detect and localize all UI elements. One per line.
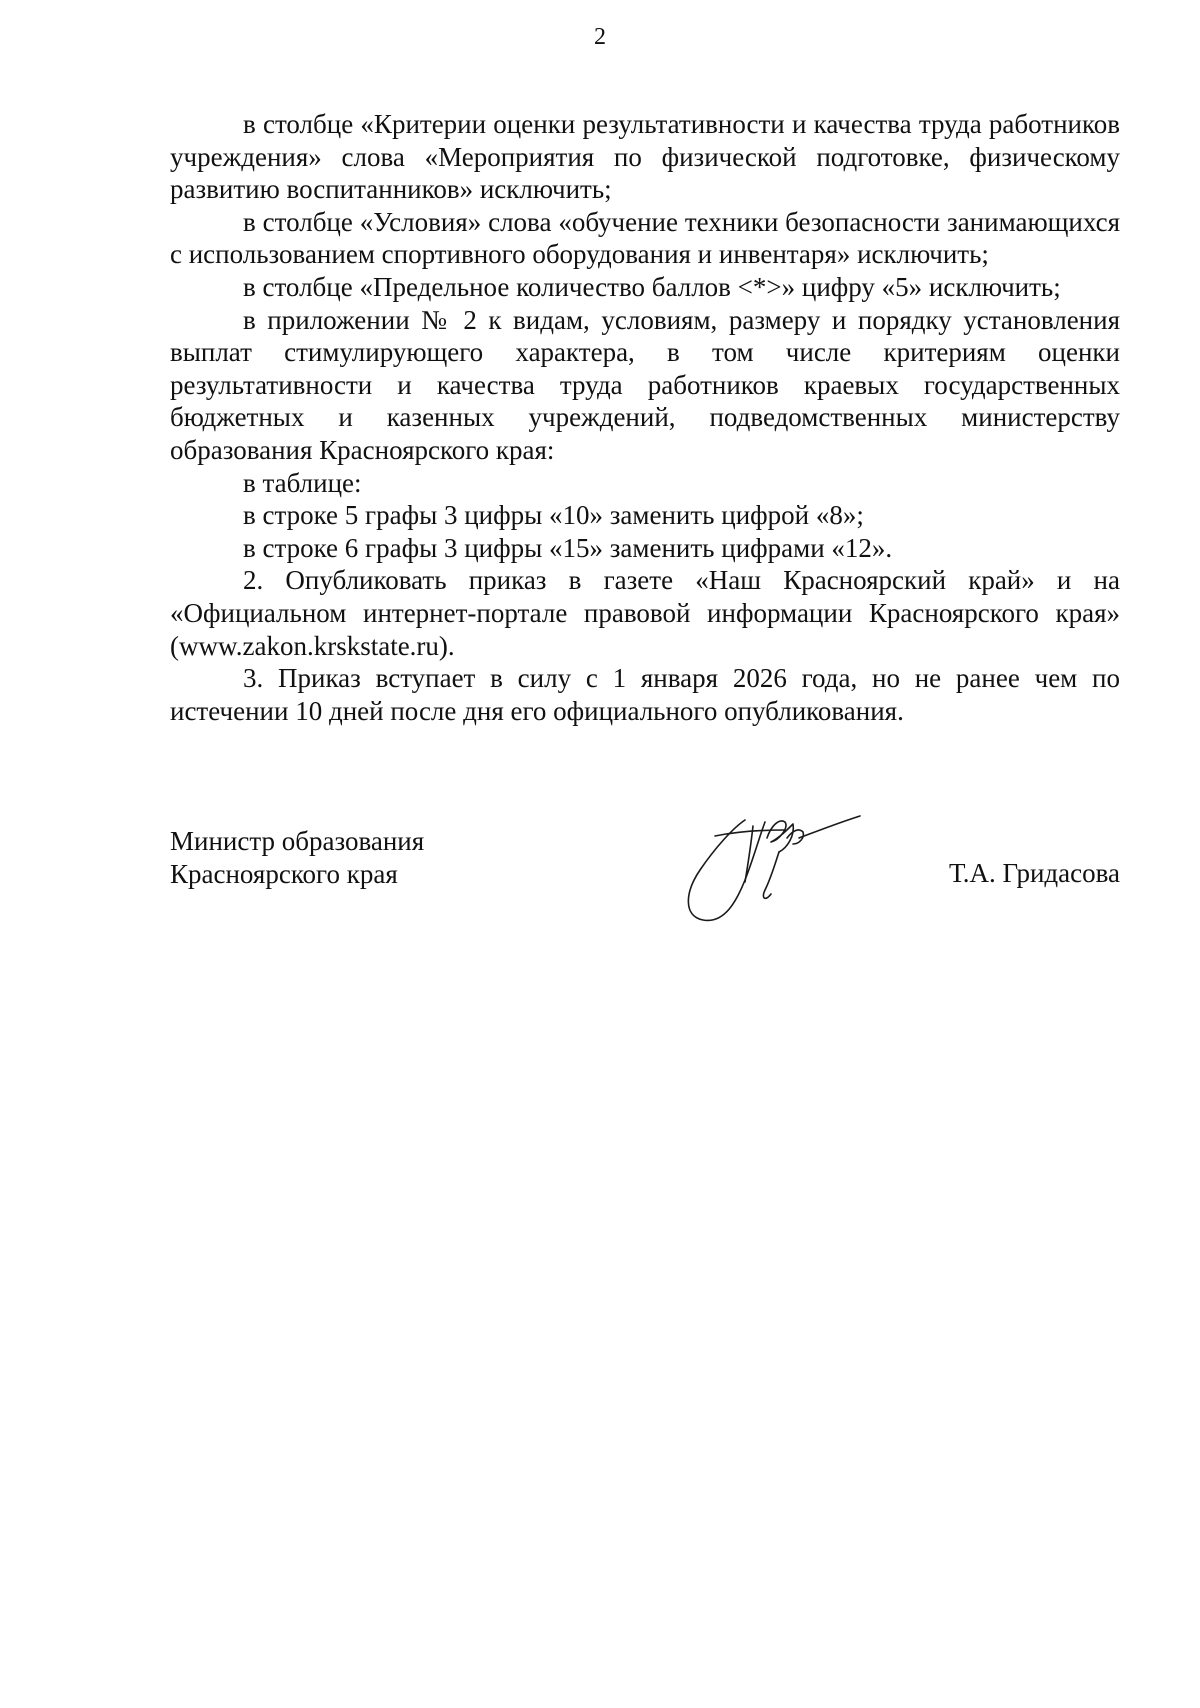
paragraph-1: в столбце «Критерии оценки результативности и качества труда работников учреждения» слова «Мероприятия по физической подготовке, физическому развитию воспитанников» исключить; [170,109,1120,205]
paragraph-7: в строке 6 графы 3 цифры «15» заменить цифрами «12». [243,532,893,563]
paragraph-5: в таблице: [243,467,362,498]
signatory-title: Министр образования Красноярского края [170,826,425,889]
paragraph-2: в столбце «Условия» слова «обучение техники безопасности занимающихся с использованием спортивного оборудования и инвентаря» исключить; [170,206,1120,270]
paragraph-4: в приложении № 2 к видам, условиям, размеру и порядку установления выплат стимулирующего характера, в том числе критериям оценки результативности и качества труда работников краевых государственных бюджетных и казенных учреждений, подведомственных министерству образования Красноярского края: [170,304,1120,465]
handwritten-signature [675,808,865,923]
paragraph-6: в строке 5 графы 3 цифры «10» заменить цифрой «8»; [243,500,864,531]
signatory-name: Т.А. Гридасова [949,858,1120,888]
page-number: 2 [594,24,606,50]
paragraph-9: 3. Приказ вступает в силу с 1 января 2026 года, но не ранее чем по истечении 10 дней после дня его официального опубликования. [170,663,1120,726]
paragraph-8: 2. Опубликовать приказ в газете «Наш Красноярский край» и на «Официальном интернет-портале правовой информации Красноярского края» (www.zakon.krskstate.ru). [170,565,1120,661]
document-body [170,108,1120,727]
paragraph-3: в столбце «Предельное количество баллов <*>» цифру «5» исключить; [243,271,1061,302]
